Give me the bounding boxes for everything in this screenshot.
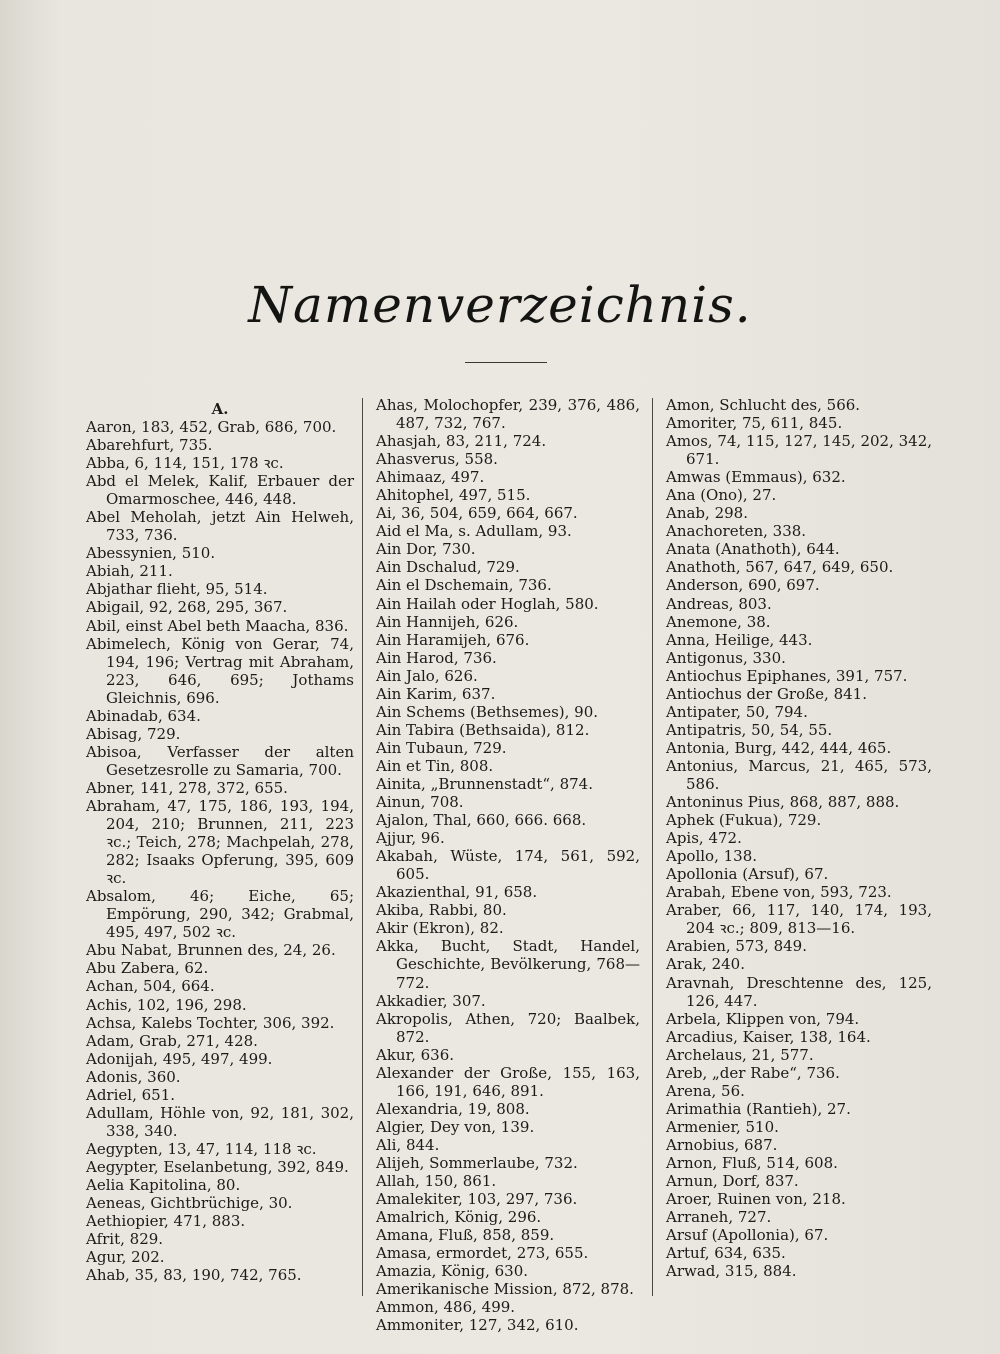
index-entry: Adullam, Höhle von, 92, 181, 302, 338, 340. — [86, 1103, 354, 1140]
index-entry: Ain Schems (Bethsemes), 90. — [376, 702, 599, 721]
index-entry: Achis, 102, 196, 298. — [86, 995, 247, 1014]
index-entry: Antigonus, 330. — [666, 648, 786, 667]
index-entry: Ain Tubaun, 729. — [376, 738, 507, 757]
index-entry: Amalrich, König, 296. — [376, 1208, 542, 1227]
index-entry: Artuf, 634, 635. — [666, 1244, 786, 1263]
index-entry: Ain Harod, 736. — [376, 648, 497, 667]
index-entry: Ain Jalo, 626. — [376, 666, 478, 685]
column-divider — [362, 398, 363, 1296]
index-entry: Abiah, 211. — [86, 562, 173, 581]
index-entry: Abinadab, 634. — [86, 706, 201, 725]
index-entry: Ain et Tin, 808. — [376, 756, 494, 775]
index-entry: Ain el Dschemain, 736. — [376, 576, 552, 595]
index-entry: Aegypten, 13, 47, 114, 118 ꝛc. — [86, 1139, 317, 1158]
index-entry: Archelaus, 21, 577. — [666, 1045, 814, 1064]
index-entry: Abisoa, Verfasser der alten Gesetzesrolle zu Samaria, 700. — [86, 742, 354, 779]
index-entry: Arimathia (Rantieh), 27. — [666, 1099, 851, 1118]
index-entry: Ahas, Molochopfer, 239, 376, 486, 487, 732, 767. — [376, 396, 640, 433]
index-entry: Arena, 56. — [666, 1081, 745, 1100]
index-entry: Ain Dschalud, 729. — [376, 558, 520, 577]
index-entry: Arak, 240. — [666, 955, 745, 974]
index-entry: Antipatris, 50, 54, 55. — [666, 720, 833, 739]
index-entry: Adonijah, 495, 497, 499. — [86, 1049, 273, 1068]
index-entry: Abigail, 92, 268, 295, 367. — [86, 598, 288, 617]
index-entry: Abraham, 47, 175, 186, 193, 194, 204, 210; Brunnen, 211, 223 ꝛc.; Teich, 278; Machpelah, 278, 282; Isaaks Opferung, 395, 609 ꝛc. — [86, 796, 354, 888]
index-entry: Antipater, 50, 794. — [666, 702, 808, 721]
index-entry: Abner, 141, 278, 372, 655. — [86, 778, 288, 797]
index-entry: Amwas (Emmaus), 632. — [666, 468, 846, 487]
column-divider — [652, 398, 653, 1296]
index-entry: Amasa, ermordet, 273, 655. — [376, 1244, 589, 1263]
index-entry: Aethiopier, 471, 883. — [86, 1212, 246, 1231]
index-entry: Ain Hailah oder Hoglah, 580. — [376, 594, 599, 613]
index-entry: Areb, „der Rabe“, 736. — [666, 1063, 840, 1082]
index-entry: Ajjur, 96. — [376, 829, 445, 848]
index-entry: Ain Dor, 730. — [376, 540, 476, 559]
index-entry: Allah, 150, 861. — [376, 1172, 497, 1191]
index-entry: Ain Haramijeh, 676. — [376, 630, 530, 649]
index-entry: Akazienthal, 91, 658. — [376, 883, 538, 902]
index-entry: Ain Hannijeh, 626. — [376, 612, 519, 631]
index-entry: Amoriter, 75, 611, 845. — [666, 414, 843, 433]
index-entry: Akropolis, Athen, 720; Baalbek, 872. — [376, 1009, 640, 1046]
index-entry: Ammoniter, 127, 342, 610. — [376, 1316, 579, 1335]
index-entry: Ali, 844. — [376, 1135, 440, 1154]
index-entry: Arabah, Ebene von, 593, 723. — [666, 883, 892, 902]
index-entry: Achsa, Kalebs Tochter, 306, 392. — [86, 1013, 335, 1032]
index-entry: Arsuf (Apollonia), 67. — [666, 1226, 829, 1245]
index-entry: Ana (Ono), 27. — [666, 486, 777, 505]
section-letter: A. — [211, 400, 229, 418]
index-entry: Ainun, 708. — [376, 793, 464, 812]
index-entry: Antonia, Burg, 442, 444, 465. — [666, 738, 892, 757]
index-entry: Alijeh, Sommerlaube, 732. — [376, 1153, 578, 1172]
index-entry: Arbela, Klippen von, 794. — [666, 1009, 860, 1028]
index-entry: Anachoreten, 338. — [666, 522, 807, 541]
index-entry: Abimelech, König von Gerar, 74, 194, 196; Vertrag mit Abraham, 223, 646, 695; Jothams Gleichnis, 696. — [86, 634, 354, 707]
index-entry: Afrit, 829. — [86, 1230, 164, 1249]
index-entry: Amon, Schlucht des, 566. — [666, 396, 861, 414]
index-entry: Akabah, Wüste, 174, 561, 592, 605. — [376, 847, 640, 884]
index-entry: Abba, 6, 114, 151, 178 ꝛc. — [86, 454, 284, 473]
index-entry: Abel Meholah, jetzt Ain Helweh, 733, 736. — [86, 508, 354, 545]
index-entry: Aeneas, Gichtbrüchige, 30. — [86, 1194, 293, 1213]
index-entry: Anab, 298. — [666, 504, 748, 523]
index-entry: Arraneh, 727. — [666, 1208, 772, 1227]
index-entry: Abjathar flieht, 95, 514. — [86, 580, 268, 599]
index-entry: Aaron, 183, 452, Grab, 686, 700. — [86, 418, 337, 436]
index-entry: Apis, 472. — [666, 829, 742, 848]
index-entry: Amerikanische Mission, 872, 878. — [376, 1280, 634, 1299]
index-entry: Abd el Melek, Kalif, Erbauer der Omarmoschee, 446, 448. — [86, 472, 354, 509]
index-entry: Ahasjah, 83, 211, 724. — [376, 432, 547, 451]
index-entry: Akka, Bucht, Stadt, Handel, Geschichte, Bevölkerung, 768—772. — [376, 937, 640, 992]
index-entry: Anathoth, 567, 647, 649, 650. — [666, 558, 894, 577]
index-entry: Ain Karim, 637. — [376, 684, 496, 703]
index-entry: Ahitophel, 497, 515. — [376, 486, 531, 505]
page-title: Namenverzeichnis. — [248, 276, 752, 334]
index-entry: Apollo, 138. — [666, 847, 758, 866]
index-entry: Aphek (Fukua), 729. — [666, 811, 822, 830]
index-entry: Akur, 636. — [376, 1045, 455, 1064]
index-entry: Aroer, Ruinen von, 218. — [666, 1190, 846, 1209]
index-entry: Ainita, „Brunnenstadt“, 874. — [376, 774, 593, 793]
index-entry: Alexander der Große, 155, 163, 166, 191, 646, 891. — [376, 1063, 640, 1100]
index-column-1 — [86, 396, 354, 1284]
index-entry: Agur, 202. — [86, 1248, 165, 1267]
index-entry: Adam, Grab, 271, 428. — [86, 1031, 258, 1050]
index-entry: Akkadier, 307. — [376, 991, 486, 1010]
index-entry: Antiochus der Große, 841. — [666, 684, 867, 703]
index-entry: Alexandria, 19, 808. — [376, 1099, 530, 1118]
index-entry: Ahasverus, 558. — [376, 450, 498, 469]
index-entry: Arnobius, 687. — [666, 1135, 778, 1154]
index-entry: Akiba, Rabbi, 80. — [376, 901, 507, 920]
index-entry: Antiochus Epiphanes, 391, 757. — [666, 666, 908, 685]
index-entry: Akir (Ekron), 82. — [376, 919, 504, 938]
index-entry: Amazia, König, 630. — [376, 1262, 529, 1281]
index-entry: Absalom, 46; Eiche, 65; Empörung, 290, 342; Grabmal, 495, 497, 502 ꝛc. — [86, 887, 354, 942]
index-entry: Abisag, 729. — [86, 724, 181, 743]
index-entry: Antonius, Marcus, 21, 465, 573, 586. — [666, 756, 932, 793]
index-entry: Abu Zabera, 62. — [86, 959, 209, 978]
index-entry: Amana, Fluß, 858, 859. — [376, 1226, 555, 1245]
index-entry: Araber, 66, 117, 140, 174, 193, 204 ꝛc.; 809, 813—16. — [666, 901, 932, 938]
index-column-2 — [376, 396, 640, 1334]
index-entry: Ammon, 486, 499. — [376, 1298, 516, 1317]
index-entry: Aravnah, Dreschtenne des, 125, 126, 447. — [666, 973, 932, 1010]
index-entry: Abil, einst Abel beth Maacha, 836. — [86, 616, 349, 635]
index-column-3 — [666, 396, 932, 1280]
index-entry: Ajalon, Thal, 660, 666. 668. — [376, 811, 587, 830]
index-entry: Ain Tabira (Bethsaida), 812. — [376, 720, 590, 739]
index-entry: Arnun, Dorf, 837. — [666, 1172, 799, 1191]
title-rule — [465, 362, 547, 363]
index-entry: Achan, 504, 664. — [86, 977, 215, 996]
index-entry: Abessynien, 510. — [86, 544, 216, 563]
index-entry: Anderson, 690, 697. — [666, 576, 820, 595]
index-entry: Anemone, 38. — [666, 612, 771, 631]
index-entry: Ahab, 35, 83, 190, 742, 765. — [86, 1266, 302, 1285]
index-entry: Andreas, 803. — [666, 594, 772, 613]
index-entry: Ai, 36, 504, 659, 664, 667. — [376, 504, 578, 523]
index-entry: Anata (Anathoth), 644. — [666, 540, 840, 559]
index-entry: Abu Nabat, Brunnen des, 24, 26. — [86, 941, 336, 960]
index-entry: Apollonia (Arsuf), 67. — [666, 865, 829, 884]
index-entry: Amos, 74, 115, 127, 145, 202, 342, 671. — [666, 432, 933, 469]
index-entry: Aid el Ma, s. Adullam, 93. — [376, 522, 572, 541]
index-entry: Algier, Dey von, 139. — [376, 1117, 535, 1136]
index-entry: Antoninus Pius, 868, 887, 888. — [666, 793, 900, 812]
index-entry: Arcadius, Kaiser, 138, 164. — [666, 1027, 871, 1046]
index-entry: Aegypter, Eselanbetung, 392, 849. — [86, 1157, 349, 1176]
index-entry: Anna, Heilige, 443. — [666, 630, 813, 649]
index-entry: Arabien, 573, 849. — [666, 937, 807, 956]
index-entry: Armenier, 510. — [666, 1117, 779, 1136]
index-entry: Abarehfurt, 735. — [86, 436, 213, 455]
index-entry: Aelia Kapitolina, 80. — [86, 1175, 241, 1194]
index-entry: Adriel, 651. — [86, 1085, 176, 1104]
index-entry: Amalekiter, 103, 297, 736. — [376, 1190, 578, 1209]
index-entry: Adonis, 360. — [86, 1067, 181, 1086]
index-entry: Ahimaaz, 497. — [376, 468, 485, 487]
index-entry: Arnon, Fluß, 514, 608. — [666, 1153, 838, 1172]
index-entry: Arwad, 315, 884. — [666, 1262, 797, 1281]
